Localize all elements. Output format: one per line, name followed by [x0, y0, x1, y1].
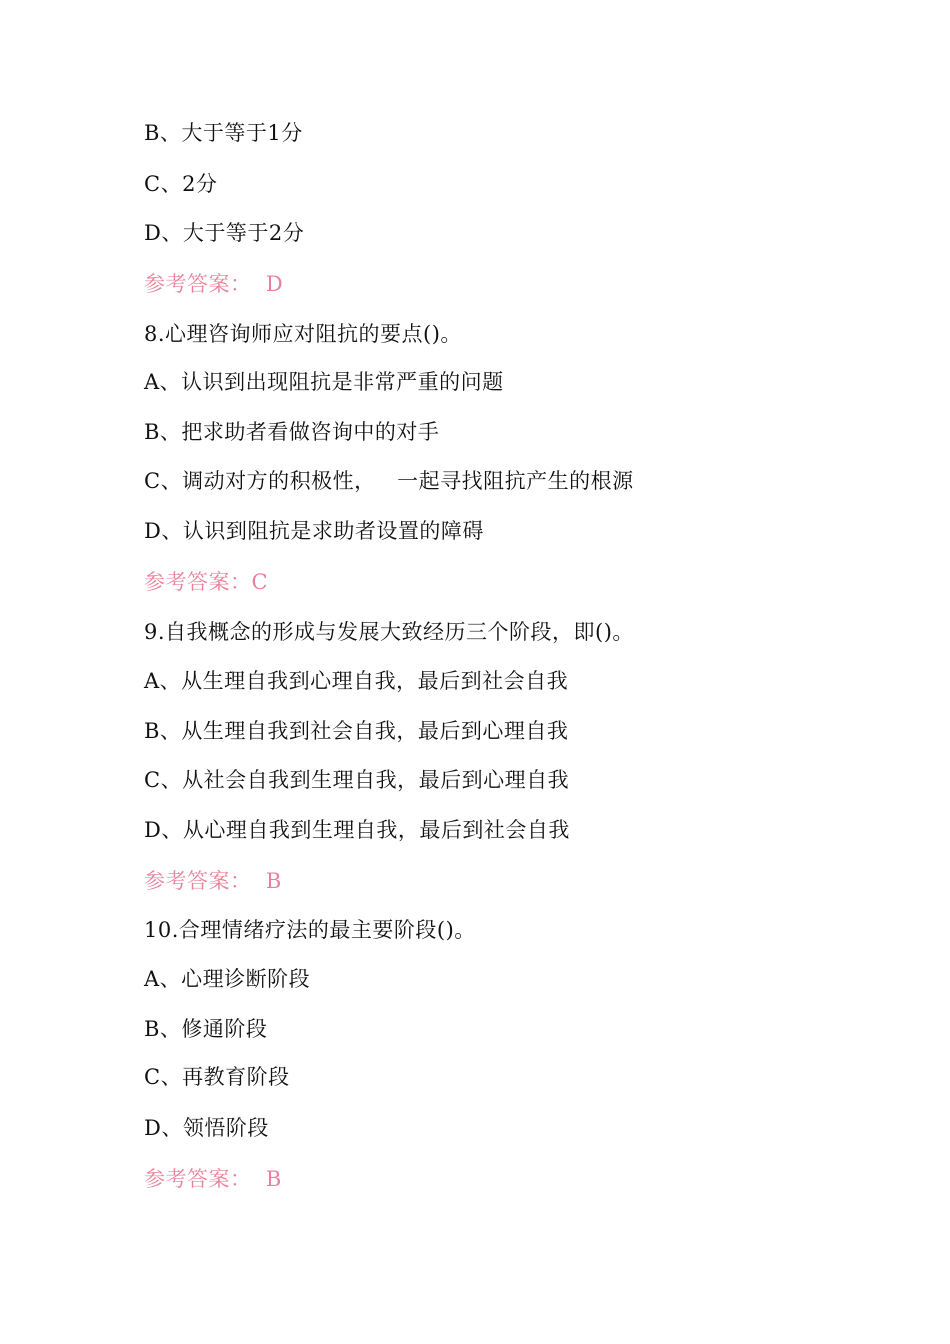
question-10: 10.合理情绪疗法的最主要阶段()。 — [144, 918, 476, 942]
answer-9: 参考答案： B — [144, 869, 282, 893]
question-8: 8.心理咨询师应对阻抗的要点()。 — [144, 322, 462, 346]
question-9: 9.自我概念的形成与发展大致经历三个阶段，即()。 — [144, 620, 634, 644]
option-10b: B、修通阶段 — [144, 1017, 268, 1041]
option-10d: D、领悟阶段 — [144, 1116, 269, 1140]
answer-10: 参考答案： B — [144, 1167, 282, 1191]
option-8d: D、认识到阻抗是求助者设置的障碍 — [144, 519, 484, 543]
option-9b: B、从生理自我到社会自我，最后到心理自我 — [144, 719, 569, 743]
option-7b: B、大于等于1分 — [144, 121, 303, 145]
option-10c: C、再教育阶段 — [144, 1065, 290, 1089]
answer-8: 参考答案：C — [144, 570, 269, 594]
option-9a: A、从生理自我到心理自我，最后到社会自我 — [144, 669, 569, 693]
answer-7: 参考答案： D — [144, 272, 284, 296]
option-8c: C、调动对方的积极性， 一起寻找阻抗产生的根源 — [144, 469, 634, 493]
option-9c: C、从社会自我到生理自我，最后到心理自我 — [144, 768, 570, 792]
option-10a: A、心理诊断阶段 — [144, 967, 311, 991]
option-9d: D、从心理自我到生理自我，最后到社会自我 — [144, 818, 570, 842]
option-8b: B、把求助者看做咨询中的对手 — [144, 420, 440, 444]
option-7d: D、大于等于2分 — [144, 221, 305, 245]
option-8a: A、认识到出现阻抗是非常严重的问题 — [144, 370, 504, 394]
option-7c: C、2分 — [144, 172, 218, 196]
